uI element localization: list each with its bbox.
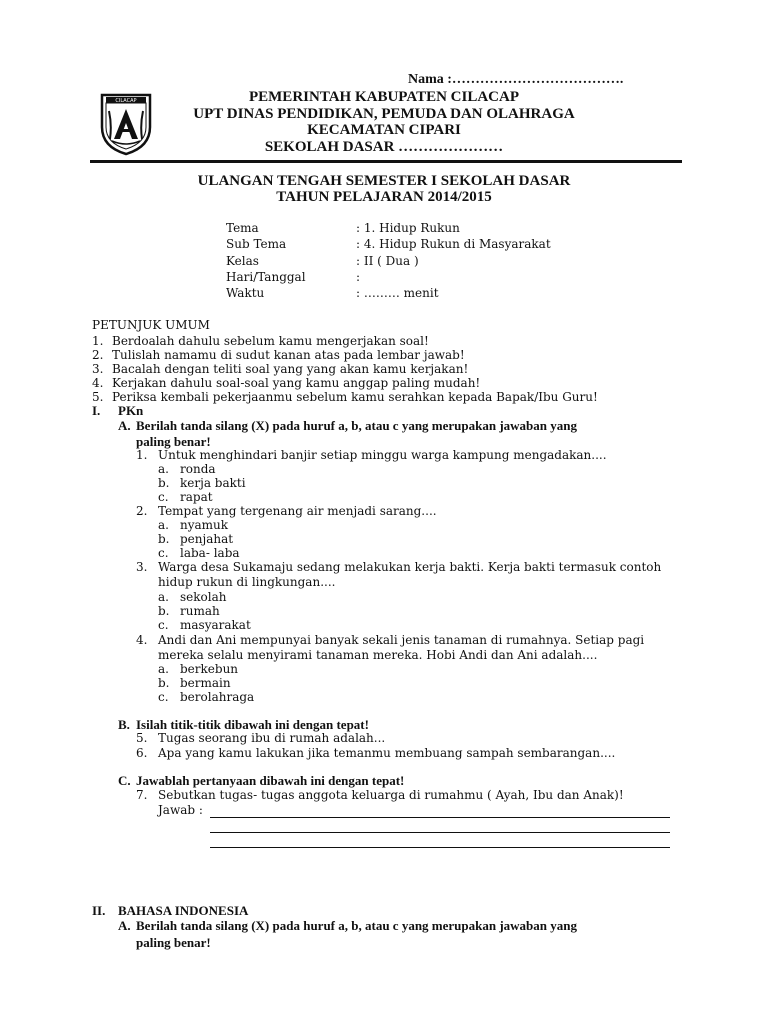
option-letter: c.	[158, 618, 169, 632]
question-text-continued: mereka selalu menyirami tanaman mereka. Hobi Andi dan Ani adalah....	[158, 648, 598, 662]
part-letter: B.	[118, 717, 130, 732]
option-text: rumah	[180, 604, 220, 618]
answer-label: Jawab :	[158, 803, 203, 817]
option-text: nyamuk	[180, 518, 229, 532]
info-label: Tema	[226, 221, 259, 235]
instruction-number: 3.	[92, 362, 104, 376]
option-letter: b.	[158, 532, 170, 546]
answer-line[interactable]	[210, 832, 670, 833]
answer-line[interactable]	[210, 817, 670, 818]
question-text: Apa yang kamu lakukan jika temanmu membuang sampah sembarangan....	[158, 746, 616, 760]
info-value: : II ( Dua )	[356, 254, 419, 268]
instruction-number: 1.	[92, 334, 104, 348]
part-instruction: Berilah tanda silang (X) pada huruf a, b, atau c yang merupakan jawaban yang	[136, 418, 577, 433]
question-text: Andi dan Ani mempunyai banyak sekali jenis tanaman di rumahnya. Setiap pagi	[158, 633, 645, 647]
info-value: : 1. Hidup Rukun	[356, 221, 460, 235]
part-letter: A.	[118, 418, 131, 433]
instruction-number: 4.	[92, 376, 104, 390]
info-value: : 4. Hidup Rukun di Masyarakat	[356, 237, 551, 251]
question-number: 1.	[136, 448, 148, 462]
section-title: PKn	[118, 403, 144, 418]
info-value: : ……… menit	[356, 286, 439, 300]
option-text: berkebun	[180, 662, 239, 676]
question-text: Tempat yang tergenang air menjadi sarang....	[158, 504, 437, 518]
header-divider	[90, 160, 682, 163]
exam-year: TAHUN PELAJARAN 2014/2015	[276, 189, 492, 205]
option-letter: a.	[158, 662, 169, 676]
option-text: rapat	[180, 490, 213, 504]
option-letter: c.	[158, 690, 169, 704]
exam-title: ULANGAN TENGAH SEMESTER I SEKOLAH DASAR	[197, 173, 571, 189]
option-letter: b.	[158, 476, 170, 490]
header-government: PEMERINTAH KABUPATEN CILACAP	[248, 89, 519, 105]
option-text: berolahraga	[180, 690, 255, 704]
question-text: Tugas seorang ibu di rumah adalah...	[158, 731, 386, 745]
option-letter: a.	[158, 590, 169, 604]
option-text: bermain	[180, 676, 231, 690]
question-number: 6.	[136, 746, 148, 760]
option-letter: a.	[158, 462, 169, 476]
header-department: UPT DINAS PENDIDIKAN, PEMUDA DAN OLAHRAGA	[193, 106, 575, 122]
part-letter: A.	[118, 918, 131, 933]
answer-line[interactable]	[210, 847, 670, 848]
info-label: Kelas	[226, 254, 259, 268]
section-title: BAHASA INDONESIA	[118, 903, 249, 918]
instruction-item: Tulislah namamu di sudut kanan atas pada lembar jawab!	[112, 348, 465, 362]
instruction-number: 2.	[92, 348, 104, 362]
instruction-item: Kerjakan dahulu soal-soal yang kamu anggap paling mudah!	[112, 376, 481, 390]
info-label: Sub Tema	[226, 237, 287, 251]
option-text: laba- laba	[180, 546, 240, 560]
part-letter: C.	[118, 773, 131, 788]
option-letter: c.	[158, 546, 169, 560]
option-letter: a.	[158, 518, 169, 532]
question-number: 2.	[136, 504, 148, 518]
info-label: Waktu	[226, 286, 265, 300]
section-number: I.	[92, 403, 101, 418]
part-instruction: Isilah titik-titik dibawah ini dengan tepat!	[136, 717, 369, 732]
instruction-item: Bacalah dengan teliti soal yang yang akan kamu kerjakan!	[112, 362, 469, 376]
instruction-item: Periksa kembali pekerjaanmu sebelum kamu serahkan kepada Bapak/Ibu Guru!	[112, 390, 598, 404]
question-text: Warga desa Sukamaju sedang melakukan kerja bakti. Kerja bakti termasuk contoh	[158, 560, 662, 574]
option-text: penjahat	[180, 532, 234, 546]
info-value: :	[356, 270, 361, 284]
option-letter: c.	[158, 490, 169, 504]
instruction-item: Berdoalah dahulu sebelum kamu mengerjakan soal!	[112, 334, 429, 348]
option-text: kerja bakti	[180, 476, 246, 490]
question-number: 3.	[136, 560, 148, 574]
option-text: sekolah	[180, 590, 227, 604]
question-text: Untuk menghindari banjir setiap minggu warga kampung mengadakan....	[158, 448, 607, 462]
part-instruction: paling benar!	[136, 434, 211, 449]
question-number: 5.	[136, 731, 148, 745]
question-number: 7.	[136, 788, 148, 802]
option-text: masyarakat	[180, 618, 251, 632]
name-field-label: Nama :……………………………….	[408, 72, 624, 87]
question-text: Sebutkan tugas- tugas anggota keluarga di rumahmu ( Ayah, Ibu dan Anak)!	[158, 788, 624, 802]
question-number: 4.	[136, 633, 148, 647]
logo-text: CILACAP	[115, 98, 137, 104]
header-school: SEKOLAH DASAR …………………	[264, 139, 504, 155]
part-instruction: paling benar!	[136, 935, 211, 950]
header-district: KECAMATAN CIPARI	[307, 122, 461, 138]
option-letter: b.	[158, 676, 170, 690]
part-instruction: Berilah tanda silang (X) pada huruf a, b, atau c yang merupakan jawaban yang	[136, 918, 577, 933]
option-letter: b.	[158, 604, 170, 618]
info-label: Hari/Tanggal	[226, 270, 306, 284]
part-instruction: Jawablah pertanyaan dibawah ini dengan tepat!	[136, 773, 405, 788]
question-text-continued: hidup rukun di lingkungan....	[158, 575, 336, 589]
instructions-title: PETUNJUK UMUM	[92, 318, 210, 332]
section-number: II.	[92, 903, 106, 918]
instruction-number: 5.	[92, 390, 104, 404]
option-text: ronda	[180, 462, 216, 476]
